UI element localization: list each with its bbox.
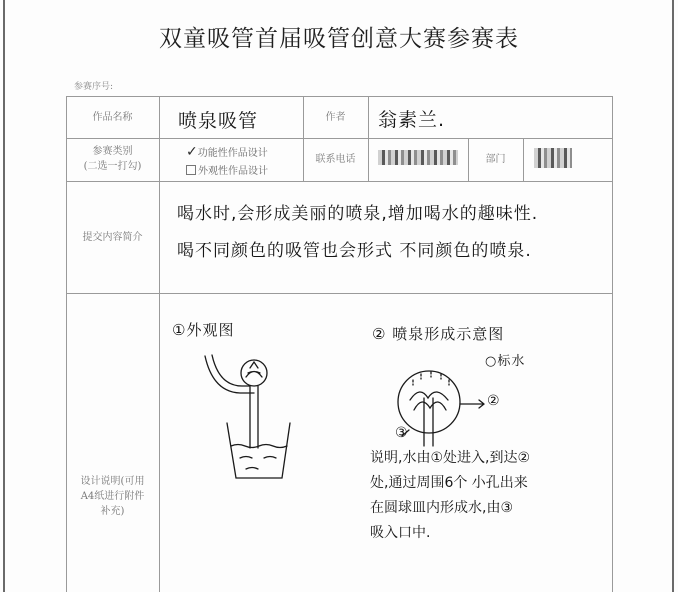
category-label-line-2: (二选一打勾) bbox=[83, 161, 142, 172]
sketch-2-title: ② 喷泉形成示意图 bbox=[372, 325, 505, 343]
fountain-arrow bbox=[460, 400, 484, 408]
design-label-line-1: 设计说明(可用 bbox=[80, 476, 145, 487]
summary-line-1: 喝水时,会形成美丽的喷泉,增加喝水的趣味性. bbox=[177, 204, 539, 224]
explanation-line: 吸入口中. bbox=[370, 525, 431, 541]
summary-line-2: 喝不同颜色的吸管也会形式 不同颜色的喷泉. bbox=[177, 241, 532, 261]
checkmark-icon: ✓ bbox=[186, 144, 198, 160]
sketch-2-note: ○标水 bbox=[485, 354, 526, 369]
work-name-label: 作品名称 bbox=[92, 112, 133, 123]
design-label-line-3: 补充) bbox=[100, 506, 125, 517]
fountain-sketch bbox=[398, 371, 484, 446]
department-label: 部门 bbox=[485, 154, 506, 165]
category-label-line-1: 参赛类别 bbox=[92, 146, 133, 157]
option-functional-label: 功能性作品设计 bbox=[197, 148, 268, 159]
explanation-line: 处,通过周围6个 小孔出来 bbox=[370, 475, 528, 491]
form-title: 双童吸管首届吸管创意大赛参赛表 bbox=[159, 26, 519, 52]
sketch-1-title: ①外观图 bbox=[172, 321, 235, 339]
explanation-line: 在圆球皿内形成水,由③ bbox=[370, 500, 514, 516]
appearance-sketch bbox=[205, 355, 290, 478]
summary-label: 提交内容简介 bbox=[82, 232, 143, 243]
cup-water-line bbox=[231, 445, 287, 448]
explanation-line: 说明,水由①处进入,到达② bbox=[370, 450, 531, 466]
work-name-value: 喷泉吸管 bbox=[178, 110, 259, 132]
option-appearance-label: 外观性作品设计 bbox=[198, 166, 268, 177]
design-explanation bbox=[370, 446, 585, 546]
straw-vertical bbox=[250, 386, 258, 448]
sketch-2-marker-3: ③ bbox=[395, 425, 409, 441]
fountain-pointer bbox=[402, 430, 409, 436]
serial-number-label: 参赛序号: bbox=[74, 82, 114, 92]
sketch-2-marker-2: ② bbox=[487, 393, 501, 409]
sphere-fountain-lines bbox=[246, 362, 262, 377]
straw-sphere bbox=[241, 360, 267, 386]
cup-water-ripples bbox=[240, 457, 276, 470]
author-value: 翁素兰. bbox=[378, 109, 446, 131]
fountain-sphere bbox=[398, 371, 460, 433]
fountain-jets bbox=[410, 392, 448, 410]
phone-label: 联系电话 bbox=[315, 154, 356, 165]
author-label: 作者 bbox=[325, 112, 346, 123]
design-label-line-2: A4纸进行附件 bbox=[80, 491, 145, 502]
